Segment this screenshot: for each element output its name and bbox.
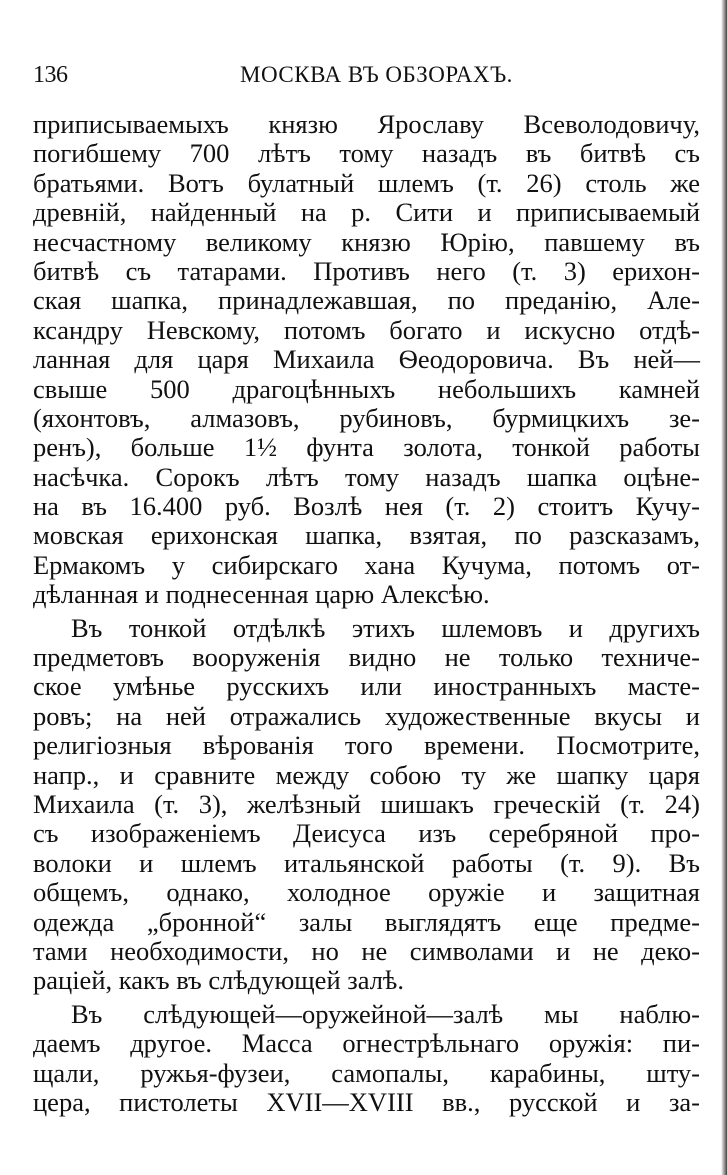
text-line: битвѣ съ татарами. Противъ него (т. 3) ерихон-	[33, 255, 700, 286]
text-line: ренъ), больше 1½ фунта золота, тонкой работы	[33, 432, 700, 463]
page-edge-shadow	[721, 0, 727, 1175]
text-line: свыше 500 драгоцѣнныхъ небольшихъ камней	[33, 373, 700, 404]
text-line: насѣчка. Сорокъ лѣтъ тому назадъ шапка оцѣне-	[33, 461, 700, 492]
text-line: Въ тонкой отдѣлкѣ этихъ шлемовъ и другихъ	[71, 612, 700, 643]
text-line: погибшему 700 лѣтъ тому назадъ въ битвѣ съ	[33, 138, 700, 169]
text-line: даемъ другое. Масса огнестрѣльнаго оружія: пи-	[33, 1028, 700, 1059]
text-line: на въ 16.400 руб. Возлѣ нея (т. 2) стоитъ Кучу-	[33, 491, 700, 522]
text-line: Михаила (т. 3), желѣзный шишакъ греческій (т. 24)	[33, 788, 700, 819]
text-line: Ермакомъ у сибирскаго хана Кучума, потомъ от-	[33, 549, 700, 580]
text-line: волоки и шлемъ итальянской работы (т. 9). Въ	[33, 847, 700, 878]
text-line: ланная для царя Михаила Ѳеодоровича. Въ ней—	[33, 344, 700, 375]
text-line: щали, ружья-фузеи, самопалы, карабины, шту-	[33, 1057, 700, 1088]
text-line: съ изображеніемъ Деисуса изъ серебряной про-	[33, 818, 700, 849]
text-line: мовская ерихонская шапка, взятая, по разсказамъ,	[33, 520, 700, 551]
page-number: 136	[33, 62, 68, 88]
text-line: общемъ, однако, холодное оружіе и защитная	[33, 877, 700, 908]
text-line: ровъ; на ней отражались художественные вкусы и	[33, 700, 700, 731]
text-line: раціей, какъ въ слѣдующей залѣ.	[33, 965, 404, 996]
text-line: древній, найденный на р. Сити и приписываемый	[33, 197, 700, 228]
text-line: дѣланная и поднесенная царю Алексѣю.	[33, 579, 490, 610]
text-line: тами необходимости, но не символами и не деко-	[33, 935, 700, 966]
running-title: МОСКВА ВЪ ОБЗОРАХЪ.	[240, 62, 513, 87]
text-line: предметовъ вооруженія видно не только техниче-	[33, 642, 700, 673]
text-line: приписываемыхъ князю Ярославу Всеволодовичу,	[33, 109, 700, 139]
paragraph	[33, 614, 700, 996]
text-line: Въ слѣдующей—оружейной—залѣ мы наблю-	[71, 998, 700, 1029]
text-line: братьями. Вотъ булатный шлемъ (т. 26) столь же	[33, 167, 700, 198]
text-line: несчастному великому князю Юрію, павшему въ	[33, 226, 700, 257]
paragraph	[33, 1000, 700, 1118]
text-line: напр., и сравните между собою ту же шапку царя	[33, 759, 700, 790]
text-line: религіозныя вѣрованія того времени. Посмотрите,	[33, 730, 700, 761]
paragraph	[33, 110, 700, 610]
body-text	[33, 110, 700, 1117]
page-header	[33, 62, 700, 96]
text-line: одежда „бронной“ залы выглядятъ еще предме-	[33, 906, 700, 937]
text-line: ское умѣнье русскихъ или иностранныхъ масте-	[33, 671, 700, 702]
text-line: ская шапка, принадлежавшая, по преданію, Але-	[33, 285, 700, 316]
text-line: ксандру Невскому, потомъ богато и искусно отдѣ-	[33, 314, 700, 345]
text-line: (яхонтовъ, алмазовъ, рубиновъ, бурмицкихъ зе-	[33, 402, 700, 433]
text-line: цера, пистолеты XVII—XVIII вв., русской и за-	[33, 1086, 700, 1117]
